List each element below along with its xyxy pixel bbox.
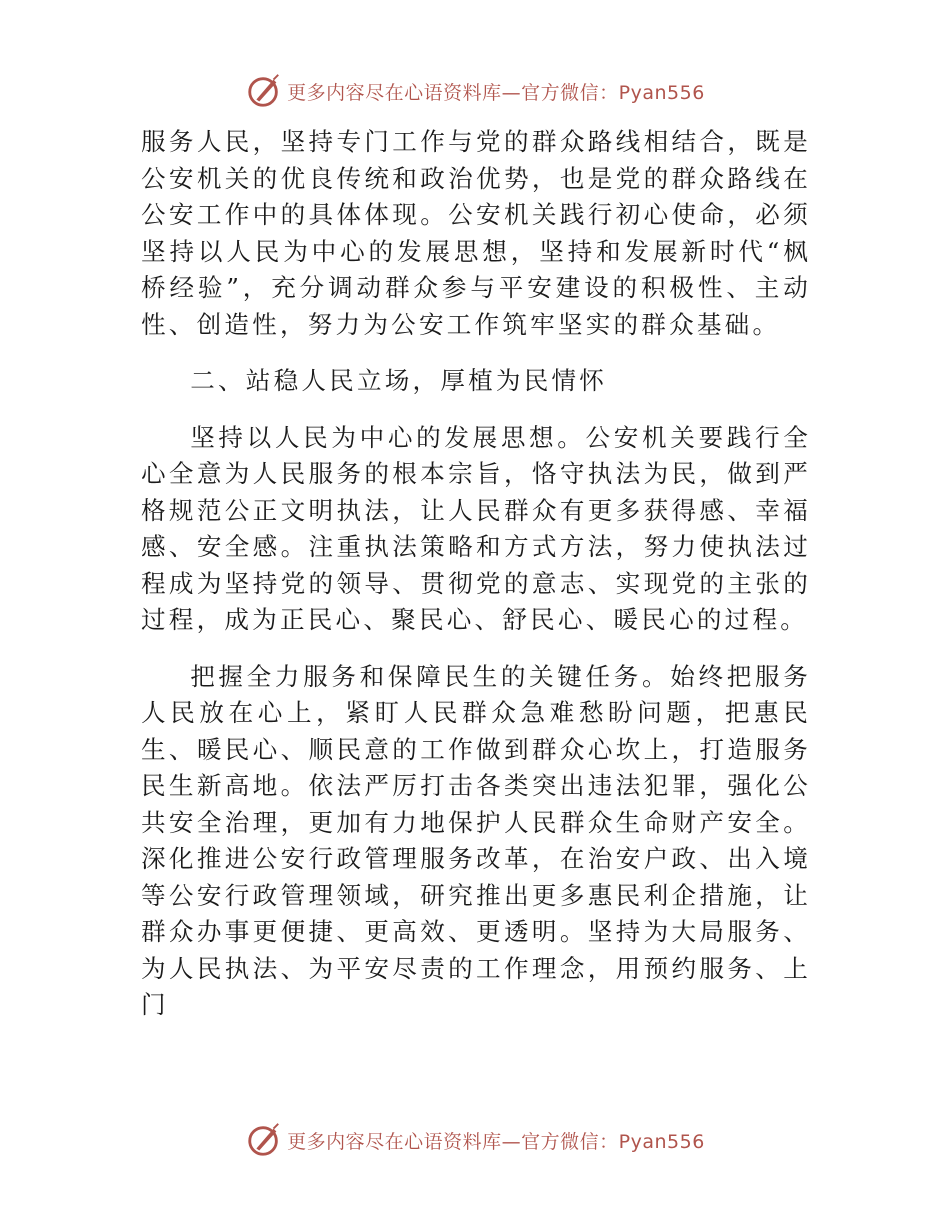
pen-logo-icon xyxy=(245,1121,283,1159)
pen-logo-icon xyxy=(245,72,283,110)
watermark-header xyxy=(0,71,950,111)
watermark-text: 更多内容尽在心语资料库—官方微信：Pyan556 xyxy=(287,81,705,104)
watermark-text: 更多内容尽在心语资料库—官方微信：Pyan556 xyxy=(287,1130,705,1153)
document-page xyxy=(141,124,811,1024)
paragraph-2: 坚持以人民为中心的发展思想。公安机关要践行全心全意为人民服务的根本宗旨，恪守执法为民，做到严格规范公正文明执法，让人民群众有更多获得感、幸福感、安全感。注重执法策略和方式方法，努力使执法过程成为坚持党的领导、贯彻党的意志、实现党的主张的过程，成为正民心、聚民心、舒民心、暖民心的过程。 xyxy=(141,422,811,634)
section-heading-2: 二、站稳人民立场，厚植为民情怀 xyxy=(190,366,608,395)
paragraph-1: 服务人民，坚持专门工作与党的群众路线相结合，既是公安机关的优良传统和政治优势，也是党的群众路线在公安工作中的具体体现。公安机关践行初心使命，必须坚持以人民为中心的发展思想，坚持和发展新时代“枫桥经验”，充分调动群众参与平安建设的积极性、主动性、创造性，努力为公安工作筑牢坚实的群众基础。 xyxy=(141,127,811,339)
watermark-footer xyxy=(0,1120,950,1160)
paragraph-3: 把握全力服务和保障民生的关键任务。始终把服务人民放在心上，紧盯人民群众急难愁盼问题，把惠民生、暖民心、顺民意的工作做到群众心坎上，打造服务民生新高地。依法严厉打击各类突出违法犯罪，强化公共安全治理，更加有力地保护人民群众生命财产安全。深化推进公安行政管理服务改革，在治安户政、出入境等公安行政管理领域，研究推出更多惠民利企措施，让群众办事更便捷、更高效、更透明。坚持为大局服务、为人民执法、为平安尽责的工作理念，用预约服务、上门 xyxy=(141,661,811,1019)
